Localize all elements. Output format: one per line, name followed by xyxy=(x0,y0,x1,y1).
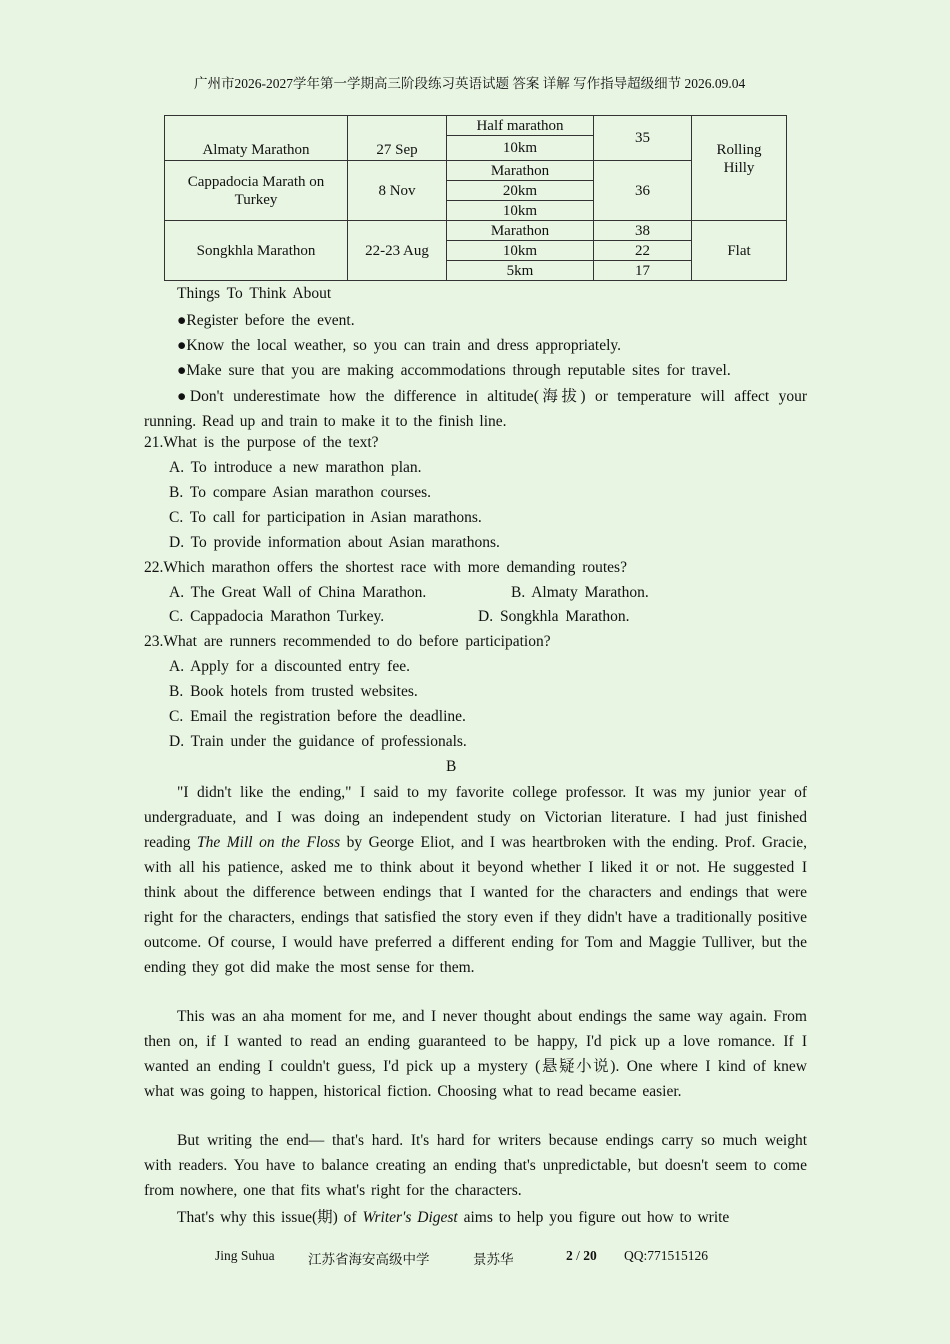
cell-almaty-race: Half marathon xyxy=(447,116,594,136)
cell-almaty-date: 27 Sep xyxy=(348,116,447,161)
page-header: 广州市2026-2027学年第一学期高三阶段练习英语试题 答案 详解 写作指导超级细节 2026.09.04 xyxy=(194,76,746,91)
cell-songkhla-date: 22-23 Aug xyxy=(348,221,447,281)
cell-songkhla-age: 17 xyxy=(594,261,692,281)
passage-paragraph-3: But writing the end— that's hard. It's hard for writers because endings carry so much weight with readers. You have to balance creating an ending that's unpredictable, but doesn't seem to come from nowhere, one that fits what's right for the characters. xyxy=(144,1132,807,1199)
cell-cappadocia-race: 10km xyxy=(447,201,594,221)
footer-name-cn: 景苏华 xyxy=(473,1252,514,1267)
passage-paragraph-2: This was an aha moment for me, and I never thought about endings the same way again. From then on, if I wanted to read an ending guaranteed to be happy, I'd pick up a love romance. If I wanted an ending I couldn't guess, I'd pick up a mystery (悬疑小说). One where I kind of knew what was going to happen, historical fiction. Choosing what to read became easier. xyxy=(144,1008,807,1100)
terrain-rolling: Rolling xyxy=(716,142,762,158)
cell-cappadocia-date: 8 Nov xyxy=(348,161,447,221)
p1-text-a: "I didn't like the ending," I said to my favorite college professor. It was my junior year of undergraduate, and I was doing an independent study on Victorian literature. I had just finished reading xyxy=(144,784,807,851)
cell-songkhla-terrain: Flat xyxy=(692,221,787,281)
cell-songkhla-race: 10km xyxy=(447,241,594,261)
tips-title: Things To Think About xyxy=(177,285,332,302)
footer-page-number xyxy=(566,1248,597,1264)
q22-option-a: A. The Great Wall of China Marathon. xyxy=(169,584,427,601)
q23-option-c: C. Email the registration before the deadline. xyxy=(169,708,466,725)
question-23: 23.What are runners recommended to do before participation? xyxy=(144,633,551,650)
cell-cappadocia-name: Cappadocia Marath on Turkey xyxy=(165,161,348,221)
cell-almaty-race: 10km xyxy=(447,136,594,161)
cell-songkhla-age: 38 xyxy=(594,221,692,241)
cell-cappadocia-race: 20km xyxy=(447,181,594,201)
q22-option-b: B. Almaty Marathon. xyxy=(511,584,649,601)
passage-paragraph-1 xyxy=(144,780,807,980)
footer-school: 江苏省海安高级中学 xyxy=(308,1252,430,1267)
page-separator: / xyxy=(572,1248,584,1263)
q23-option-d: D. Train under the guidance of professionals. xyxy=(169,733,467,750)
tip-item: ●Don't underestimate how the difference in altitude(海拔) or temperature will affect your running. Read up and train to make it to the finish line. xyxy=(144,388,807,430)
cell-almaty-name: Almaty Marathon xyxy=(165,116,348,161)
q23-option-b: B. Book hotels from trusted websites. xyxy=(169,683,418,700)
tip-item: ●Know the local weather, so you can train and dress appropriately. xyxy=(177,337,622,354)
marathon-table xyxy=(164,115,787,281)
cell-cappadocia-age: 36 xyxy=(594,161,692,221)
passage-paragraph-4 xyxy=(144,1205,807,1230)
footer-qq: QQ:771515126 xyxy=(624,1248,708,1263)
q22-option-c: C. Cappadocia Marathon Turkey. xyxy=(169,608,385,625)
q21-option-a: A. To introduce a new marathon plan. xyxy=(169,459,422,476)
q22-option-d: D. Songkhla Marathon. xyxy=(478,608,630,625)
p4-text-b: aims to help you figure out how to write xyxy=(457,1209,730,1226)
p1-text-b: by George Eliot, and I was heartbroken with the ending. Prof. Gracie, with all his patience, asked me to think about it beyond whether I liked it or not. He suggested I think about the difference between endings that I wanted for the characters and endings that were right for the characters, endings that satisfied the story even if they didn't have a traditionally positive outcome. Of course, I would have preferred a different ending for Tom and Maggie Tulliver, but the ending they got did make the most sense for them. xyxy=(144,834,808,976)
footer-author: Jing Suhua xyxy=(215,1248,275,1263)
magazine-title: Writer's Digest xyxy=(362,1209,458,1226)
book-title: The Mill on the Floss xyxy=(196,834,341,851)
q23-option-a: A. Apply for a discounted entry fee. xyxy=(169,658,410,675)
cell-almaty-age: 35 xyxy=(594,116,692,161)
p4-text-a: That's why this issue(期) of xyxy=(177,1209,363,1226)
q21-option-c: C. To call for participation in Asian marathons. xyxy=(169,509,482,526)
question-22: 22.Which marathon offers the shortest race with more demanding routes? xyxy=(144,559,627,576)
cell-songkhla-name: Songkhla Marathon xyxy=(165,221,348,281)
cell-songkhla-race: Marathon xyxy=(447,221,594,241)
cell-songkhla-race: 5km xyxy=(447,261,594,281)
cell-terrain-rolling-hilly xyxy=(692,116,787,221)
terrain-hilly: Hilly xyxy=(723,160,755,176)
cell-songkhla-age: 22 xyxy=(594,241,692,261)
page-current: 2 xyxy=(566,1248,573,1263)
q21-option-d: D. To provide information about Asian marathons. xyxy=(169,534,500,551)
tip-item: ●Make sure that you are making accommodations through reputable sites for travel. xyxy=(177,362,731,379)
question-21: 21.What is the purpose of the text? xyxy=(144,434,379,451)
tip-item: ●Register before the event. xyxy=(177,312,355,329)
passage-heading: B xyxy=(446,758,457,775)
cell-cappadocia-race: Marathon xyxy=(447,161,594,181)
page-total: 20 xyxy=(583,1248,597,1263)
q21-option-b: B. To compare Asian marathon courses. xyxy=(169,484,432,501)
